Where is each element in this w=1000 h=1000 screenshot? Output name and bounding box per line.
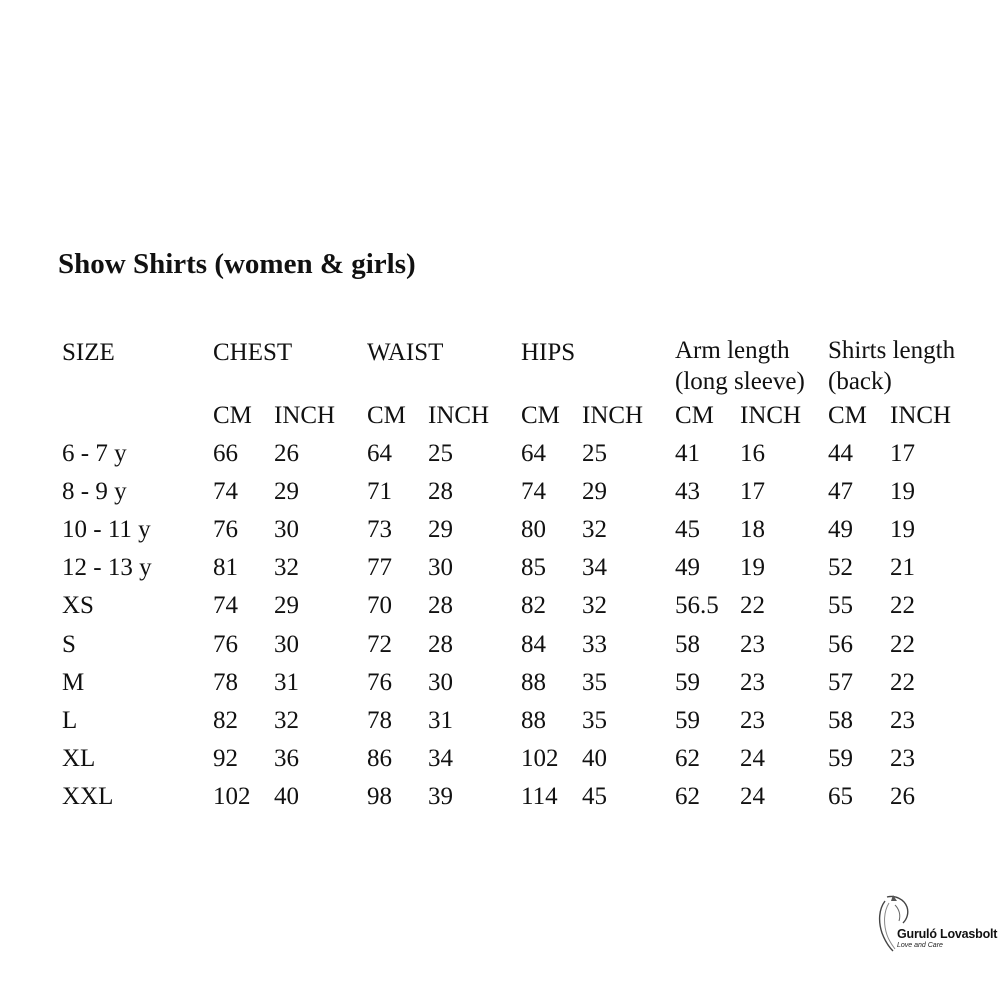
hips-in-cell: 35 (582, 668, 607, 696)
waist-cm-cell: 78 (367, 706, 392, 734)
header-arm-length (675, 335, 828, 397)
shirt-cm-cell: 55 (828, 592, 853, 620)
shirt-in-cell: 23 (890, 744, 915, 772)
hips-in-cell: 32 (582, 592, 607, 620)
chest-in-cell: 29 (274, 478, 299, 506)
header-arm-line1: Arm length (675, 337, 790, 364)
table-row (62, 664, 970, 702)
chest-cm-cell: 81 (213, 554, 238, 582)
chest-in-cell: 31 (274, 668, 299, 696)
waist-cm-cell: 64 (367, 440, 392, 468)
hips-cm-cell: 85 (521, 554, 546, 582)
arm-cm-cell: 45 (675, 516, 700, 544)
shirt-in-cell: 22 (890, 668, 915, 696)
arm-cm-cell: 43 (675, 478, 700, 506)
shirt-cm-cell: 52 (828, 554, 853, 582)
chest-cm-cell: 76 (213, 630, 238, 658)
unit-waist-inch: INCH (428, 402, 490, 429)
size-cell: 6 - 7 y (62, 440, 127, 468)
chest-cm-cell: 76 (213, 516, 238, 544)
table-row (62, 778, 970, 816)
chest-in-cell: 29 (274, 592, 299, 620)
hips-in-cell: 45 (582, 782, 607, 810)
chest-in-cell: 26 (274, 440, 299, 468)
table-row (62, 625, 970, 663)
header-waist: WAIST (367, 339, 444, 366)
arm-cm-cell: 41 (675, 440, 700, 468)
waist-cm-cell: 73 (367, 516, 392, 544)
size-cell: 12 - 13 y (62, 554, 152, 582)
chest-in-cell: 36 (274, 744, 299, 772)
table-row (62, 511, 970, 549)
chest-cm-cell: 92 (213, 744, 238, 772)
arm-cm-cell: 62 (675, 744, 700, 772)
shirt-in-cell: 23 (890, 706, 915, 734)
waist-cm-cell: 72 (367, 630, 392, 658)
logo-brand-name: Guruló Lovasbolt (897, 927, 998, 941)
size-cell: 8 - 9 y (62, 478, 127, 506)
waist-cm-cell: 76 (367, 668, 392, 696)
unit-shirt-cm: CM (828, 402, 867, 429)
arm-cm-cell: 56.5 (675, 592, 719, 620)
hips-in-cell: 35 (582, 706, 607, 734)
waist-in-cell: 31 (428, 706, 453, 734)
size-cell: M (62, 668, 85, 696)
waist-cm-cell: 70 (367, 592, 392, 620)
hips-in-cell: 32 (582, 516, 607, 544)
chest-in-cell: 40 (274, 782, 299, 810)
table-row (62, 702, 970, 740)
hips-in-cell: 34 (582, 554, 607, 582)
size-cell: S (62, 630, 76, 658)
unit-header-row (62, 397, 970, 435)
arm-cm-cell: 49 (675, 554, 700, 582)
shirt-cm-cell: 65 (828, 782, 853, 810)
unit-waist-cm: CM (367, 402, 406, 429)
header-arm-line2: (long sleeve) (675, 368, 805, 395)
waist-cm-cell: 71 (367, 478, 392, 506)
unit-chest-cm: CM (213, 402, 252, 429)
shirt-cm-cell: 58 (828, 706, 853, 734)
chest-cm-cell: 74 (213, 478, 238, 506)
chest-cm-cell: 66 (213, 440, 238, 468)
arm-in-cell: 24 (740, 782, 765, 810)
brand-logo (873, 893, 999, 955)
arm-in-cell: 18 (740, 516, 765, 544)
shirt-in-cell: 22 (890, 630, 915, 658)
waist-in-cell: 30 (428, 554, 453, 582)
column-header-row (62, 335, 970, 397)
shirt-in-cell: 22 (890, 592, 915, 620)
chest-cm-cell: 74 (213, 592, 238, 620)
arm-cm-cell: 58 (675, 630, 700, 658)
chest-cm-cell: 102 (213, 782, 251, 810)
shirt-in-cell: 21 (890, 554, 915, 582)
size-cell: XS (62, 592, 94, 620)
waist-in-cell: 30 (428, 668, 453, 696)
waist-in-cell: 28 (428, 630, 453, 658)
chest-cm-cell: 82 (213, 706, 238, 734)
unit-hips-inch: INCH (582, 402, 644, 429)
header-shirt-line2: (back) (828, 368, 892, 395)
shirt-cm-cell: 57 (828, 668, 853, 696)
shirt-cm-cell: 49 (828, 516, 853, 544)
table-row (62, 587, 970, 625)
shirt-cm-cell: 47 (828, 478, 853, 506)
chest-in-cell: 32 (274, 554, 299, 582)
size-cell: L (62, 706, 78, 734)
arm-in-cell: 16 (740, 440, 765, 468)
hips-cm-cell: 114 (521, 782, 558, 810)
arm-in-cell: 17 (740, 478, 765, 506)
hips-in-cell: 25 (582, 440, 607, 468)
size-chart-table (62, 335, 970, 816)
arm-in-cell: 23 (740, 668, 765, 696)
unit-chest-inch: INCH (274, 402, 336, 429)
arm-in-cell: 19 (740, 554, 765, 582)
size-cell: 10 - 11 y (62, 516, 151, 544)
header-size: SIZE (62, 339, 115, 366)
chest-in-cell: 32 (274, 706, 299, 734)
table-row (62, 740, 970, 778)
table-row (62, 435, 970, 473)
shirt-in-cell: 17 (890, 440, 915, 468)
size-cell: XL (62, 744, 96, 772)
hips-cm-cell: 84 (521, 630, 546, 658)
shirt-in-cell: 26 (890, 782, 915, 810)
shirt-cm-cell: 59 (828, 744, 853, 772)
unit-blank (62, 397, 213, 435)
waist-cm-cell: 86 (367, 744, 392, 772)
arm-in-cell: 24 (740, 744, 765, 772)
waist-cm-cell: 98 (367, 782, 392, 810)
hips-in-cell: 40 (582, 744, 607, 772)
waist-in-cell: 29 (428, 516, 453, 544)
hips-cm-cell: 82 (521, 592, 546, 620)
chest-in-cell: 30 (274, 516, 299, 544)
table-row (62, 473, 970, 511)
hips-cm-cell: 102 (521, 744, 559, 772)
shirt-in-cell: 19 (890, 516, 915, 544)
shirt-in-cell: 19 (890, 478, 915, 506)
hips-in-cell: 33 (582, 630, 607, 658)
header-shirt-line1: Shirts length (828, 337, 956, 364)
header-chest: CHEST (213, 339, 293, 366)
hips-in-cell: 29 (582, 478, 607, 506)
header-hips: HIPS (521, 339, 576, 366)
waist-in-cell: 25 (428, 440, 453, 468)
arm-cm-cell: 62 (675, 782, 700, 810)
shirt-cm-cell: 44 (828, 440, 853, 468)
waist-in-cell: 39 (428, 782, 453, 810)
arm-cm-cell: 59 (675, 706, 700, 734)
unit-shirt-inch: INCH (890, 402, 952, 429)
unit-arm-inch: INCH (740, 402, 802, 429)
table-row (62, 549, 970, 587)
logo-tagline: Love and Care (897, 942, 943, 949)
hips-cm-cell: 88 (521, 706, 546, 734)
hips-cm-cell: 74 (521, 478, 546, 506)
waist-in-cell: 28 (428, 592, 453, 620)
arm-in-cell: 23 (740, 630, 765, 658)
chest-cm-cell: 78 (213, 668, 238, 696)
arm-cm-cell: 59 (675, 668, 700, 696)
size-cell: XXL (62, 782, 114, 810)
waist-cm-cell: 77 (367, 554, 392, 582)
unit-arm-cm: CM (675, 402, 714, 429)
hips-cm-cell: 80 (521, 516, 546, 544)
arm-in-cell: 22 (740, 592, 765, 620)
header-shirt-length (828, 335, 970, 397)
chest-in-cell: 30 (274, 630, 299, 658)
page-title: Show Shirts (women & girls) (58, 248, 416, 280)
hips-cm-cell: 88 (521, 668, 546, 696)
arm-in-cell: 23 (740, 706, 765, 734)
unit-hips-cm: CM (521, 402, 560, 429)
shirt-cm-cell: 56 (828, 630, 853, 658)
waist-in-cell: 34 (428, 744, 453, 772)
hips-cm-cell: 64 (521, 440, 546, 468)
waist-in-cell: 28 (428, 478, 453, 506)
